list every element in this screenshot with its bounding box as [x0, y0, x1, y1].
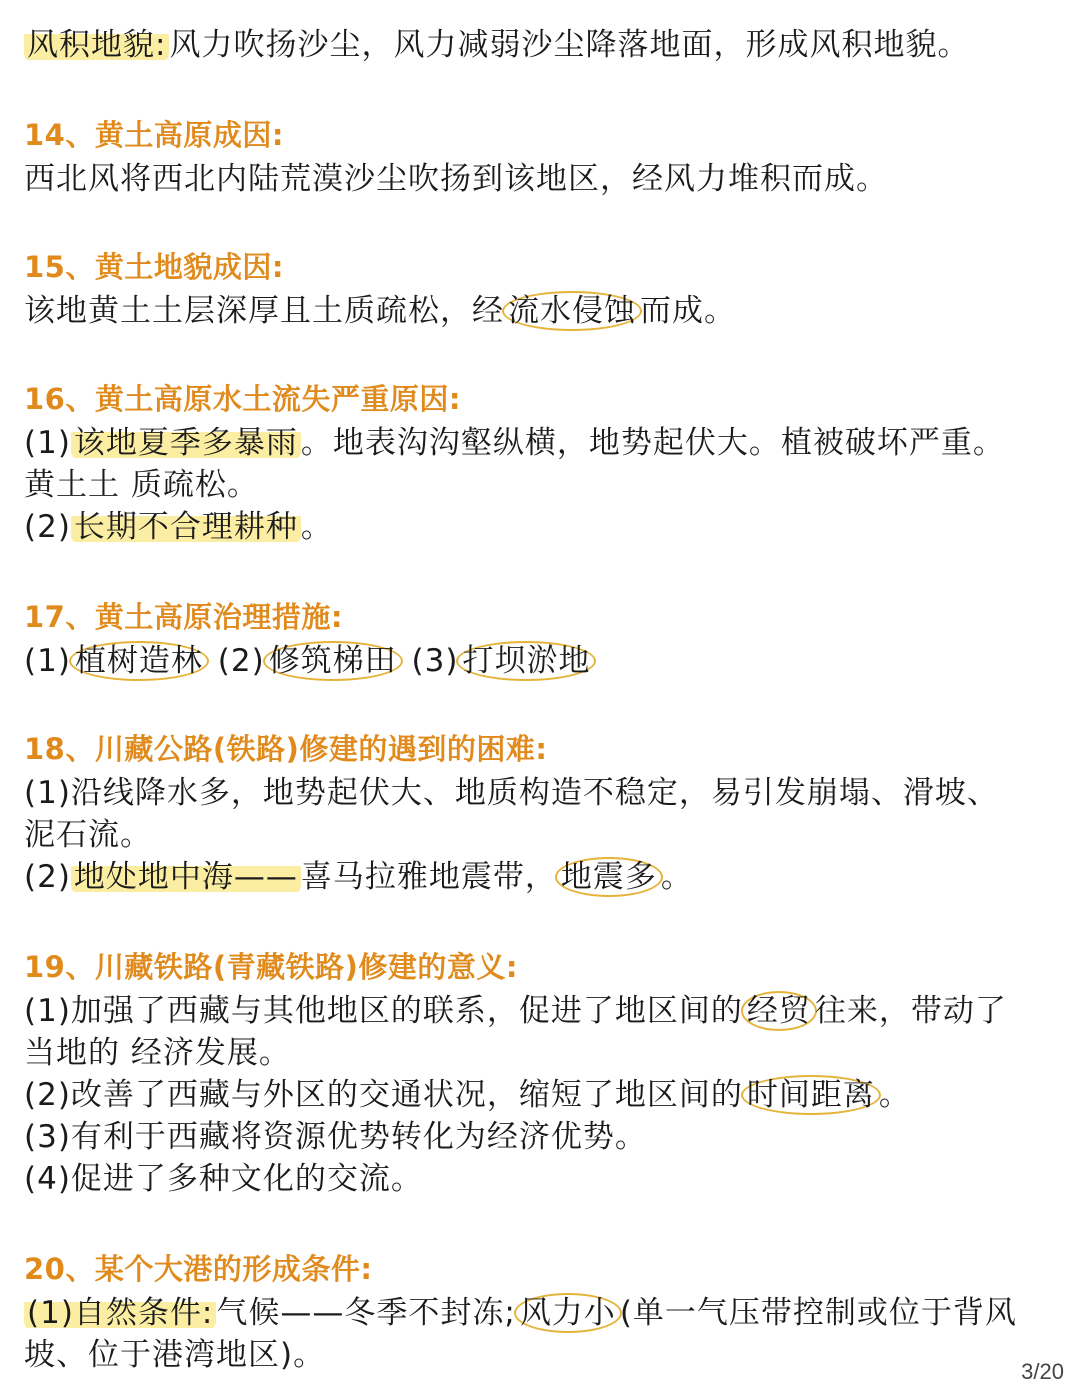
highlight-term: 该地夏季多暴雨: [71, 425, 301, 461]
section-15-text: [24, 290, 736, 332]
circled-term: 植树造林: [69, 641, 209, 681]
section-19-line-3: [24, 1074, 911, 1116]
section-16-line-3: [24, 506, 333, 548]
body-text: (1): [24, 643, 71, 679]
section-18-line-2: 泥石流。: [24, 817, 152, 853]
section-16-heading: 16、黄土高原水土流失严重原因:: [24, 382, 461, 416]
body-text: (1): [24, 425, 71, 461]
body-text: (2): [206, 643, 265, 679]
section-16-line-2: 黄土土 质疏松。: [24, 467, 259, 503]
section-20-heading: 20、某个大港的形成条件:: [24, 1252, 373, 1286]
circled-term: 打坝淤地: [456, 641, 596, 681]
body-text: 。: [660, 859, 693, 895]
section-19-line-4: (3)有利于西藏将资源优势转化为经济优势。: [24, 1119, 647, 1155]
circled-term: 流水侵蚀: [502, 291, 642, 331]
section-19-line-1: [24, 990, 1007, 1032]
circled-term: 风力小: [514, 1293, 622, 1333]
body-text: 。: [878, 1077, 911, 1113]
body-text: 风力吹扬沙尘，风力减弱沙尘降落地面，形成风积地貌。: [169, 27, 970, 63]
page-number: 3/20: [1021, 1359, 1064, 1384]
body-text: (2)改善了西藏与外区的交通状况，缩短了地区间的: [24, 1077, 743, 1113]
section-17-line-1: [24, 640, 594, 682]
body-text: 。: [300, 509, 333, 545]
section-15-heading: 15、黄土地貌成因:: [24, 250, 284, 284]
section-18-line-1: (1)沿线降水多，地势起伏大、地质构造不稳定，易引发崩塌、滑坡、: [24, 775, 999, 811]
circled-term: 时间距离: [741, 1075, 881, 1115]
section-17-heading: 17、黄土高原治理措施:: [24, 600, 343, 634]
body-text: (1)加强了西藏与其他地区的联系，促进了地区间的: [24, 993, 743, 1029]
section-20-line-2: 坡、位于港湾地区)。: [24, 1337, 326, 1373]
section-20-line-1: [24, 1292, 1017, 1334]
body-text: (2): [24, 859, 71, 895]
section-19-line-2: 当地的 经济发展。: [24, 1035, 291, 1071]
section-14-heading: 14、黄土高原成因:: [24, 118, 284, 152]
section-19-heading: 19、川藏铁路(青藏铁路)修建的意义:: [24, 950, 518, 984]
body-text: (2): [24, 509, 71, 545]
body-text: 往来，带动了: [814, 993, 1007, 1029]
highlight-term: 风积地貌:: [24, 27, 169, 63]
section-14-text: 西北风将西北内陆荒漠沙尘吹扬到该地区，经风力堆积而成。: [24, 161, 888, 197]
circled-term: 地震多: [555, 857, 663, 897]
circled-term: 修筑梯田: [263, 641, 403, 681]
highlight-term: 长期不合理耕种: [71, 509, 301, 545]
section-16-line-1: [24, 422, 1005, 464]
body-text: (单一气压带控制或位于背风: [619, 1295, 1017, 1331]
highlight-term: 地处地中海——: [71, 859, 301, 895]
highlight-term: (1)自然条件:: [24, 1295, 216, 1331]
section-18-heading: 18、川藏公路(铁路)修建的遇到的困难:: [24, 732, 548, 766]
section-19-line-5: (4)促进了多种文化的交流。: [24, 1161, 423, 1197]
circled-term: 经贸: [741, 991, 817, 1031]
body-text: 。地表沟沟壑纵横，地势起伏大。植被破坏严重。: [300, 425, 1005, 461]
intro-line: [24, 24, 969, 66]
section-18-line-3: [24, 856, 693, 898]
body-text: 喜马拉雅地震带，: [300, 859, 557, 895]
body-text: (3): [400, 643, 459, 679]
body-text: 气候——冬季不封冻;: [216, 1295, 516, 1331]
body-text: 而成。: [640, 293, 736, 329]
body-text: 该地黄土土层深厚且土质疏松，经: [24, 293, 504, 329]
